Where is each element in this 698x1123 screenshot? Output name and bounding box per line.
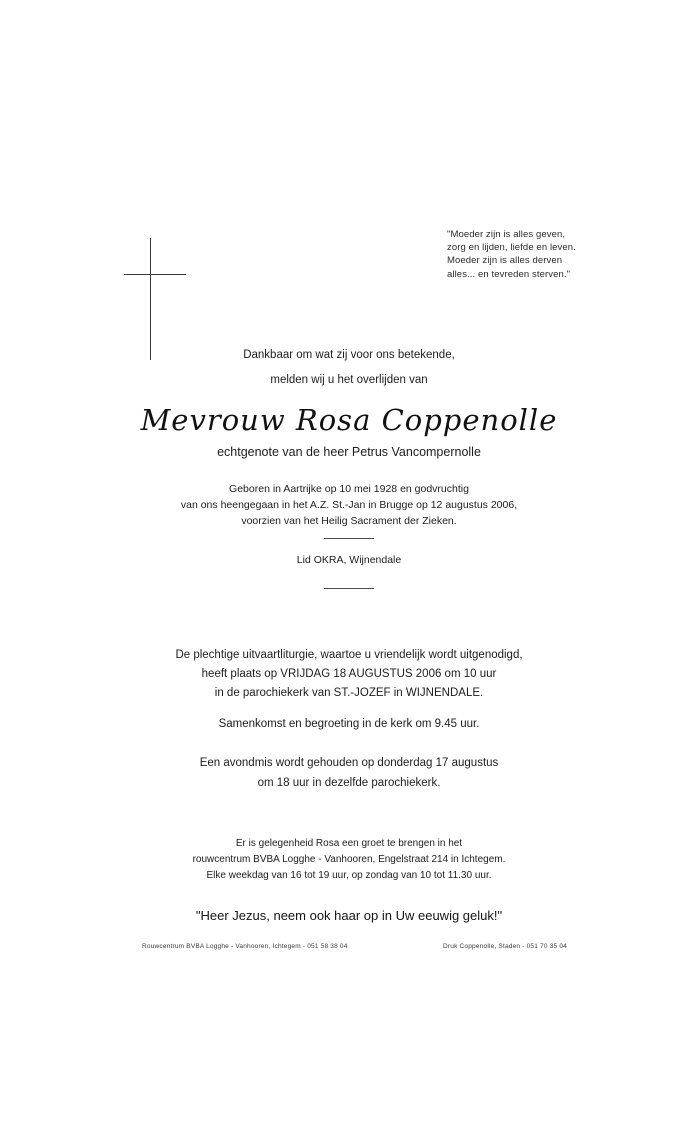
spouse-line: echtgenote van de heer Petrus Vancompernolle [217,445,481,459]
service-line-2: heeft plaats op VRIJDAG 18 AUGUSTUS 2006 om 10 uur [201,668,497,680]
divider-bottom [324,588,374,589]
visiting-hours-details [49,836,649,884]
divider-top [324,538,374,539]
birth-line-3: voorzien van het Heilig Sacrament der Zieken. [241,515,457,527]
evening-line-1: Een avondmis wordt gehouden op donderdag 17 augustus [199,757,499,769]
cross-icon [124,238,186,360]
quote-line-3: Moeder zijn is alles derven [447,255,563,267]
cross-vertical-bar [150,238,151,360]
quote-line-2: zorg en lijden, liefde en leven. [447,242,576,254]
birth-and-death-details [49,481,649,529]
footer-printer: Druk Coppenolle, Staden - 051 70 35 04 [443,943,567,950]
deceased-name: Mevrouw Rosa Coppenolle [140,403,558,437]
closing-prayer: "Heer Jezus, neem ook haar op in Uw eeuwig geluk!" [195,908,503,923]
gathering-line: Samenkomst en begroeting in de kerk om 9.45 uur. [218,718,480,730]
announcement-intro-line-2: melden wij u het overlijden van [270,374,428,386]
membership-line: Lid OKRA, Wijnendale [296,554,402,566]
announcement-intro [49,343,649,393]
birth-line-1: Geboren in Aartrijke op 10 mei 1928 en godvruchtig [229,483,469,495]
memorial-quote [447,228,677,281]
evening-line-2: om 18 uur in dezelfde parochiekerk. [257,777,441,789]
funeral-service-details [49,646,649,703]
footer-funeral-home: Rouwcentrum BVBA Logghe - Vanhooren, Ichtegem - 051 58 38 04 [142,943,348,950]
visiting-line-3: Elke weekdag van 16 tot 19 uur, op zondag van 10 tot 11.30 uur. [206,870,492,881]
visiting-line-2: rouwcentrum BVBA Logghe - Vanhooren, Engelstraat 214 in Ichtegem. [192,854,506,865]
quote-line-4: alles... en tevreden sterven." [447,268,571,280]
quote-line-1: "Moeder zijn is alles geven, [447,229,566,240]
service-line-3: in de parochiekerk van ST.-JOZEF in WIJNENDALE. [214,687,484,699]
visiting-line-1: Er is gelegenheid Rosa een groet te brengen in het [235,838,463,849]
evening-mass-details [49,753,649,793]
birth-line-2: van ons heengegaan in het A.Z. St.-Jan in Brugge op 12 augustus 2006, [180,499,518,511]
announcement-intro-line-1: Dankbaar om wat zij voor ons betekende, [243,349,455,361]
service-line-1: De plechtige uitvaartliturgie, waartoe u vriendelijk wordt uitgenodigd, [175,649,523,661]
cross-horizontal-bar [124,274,186,275]
